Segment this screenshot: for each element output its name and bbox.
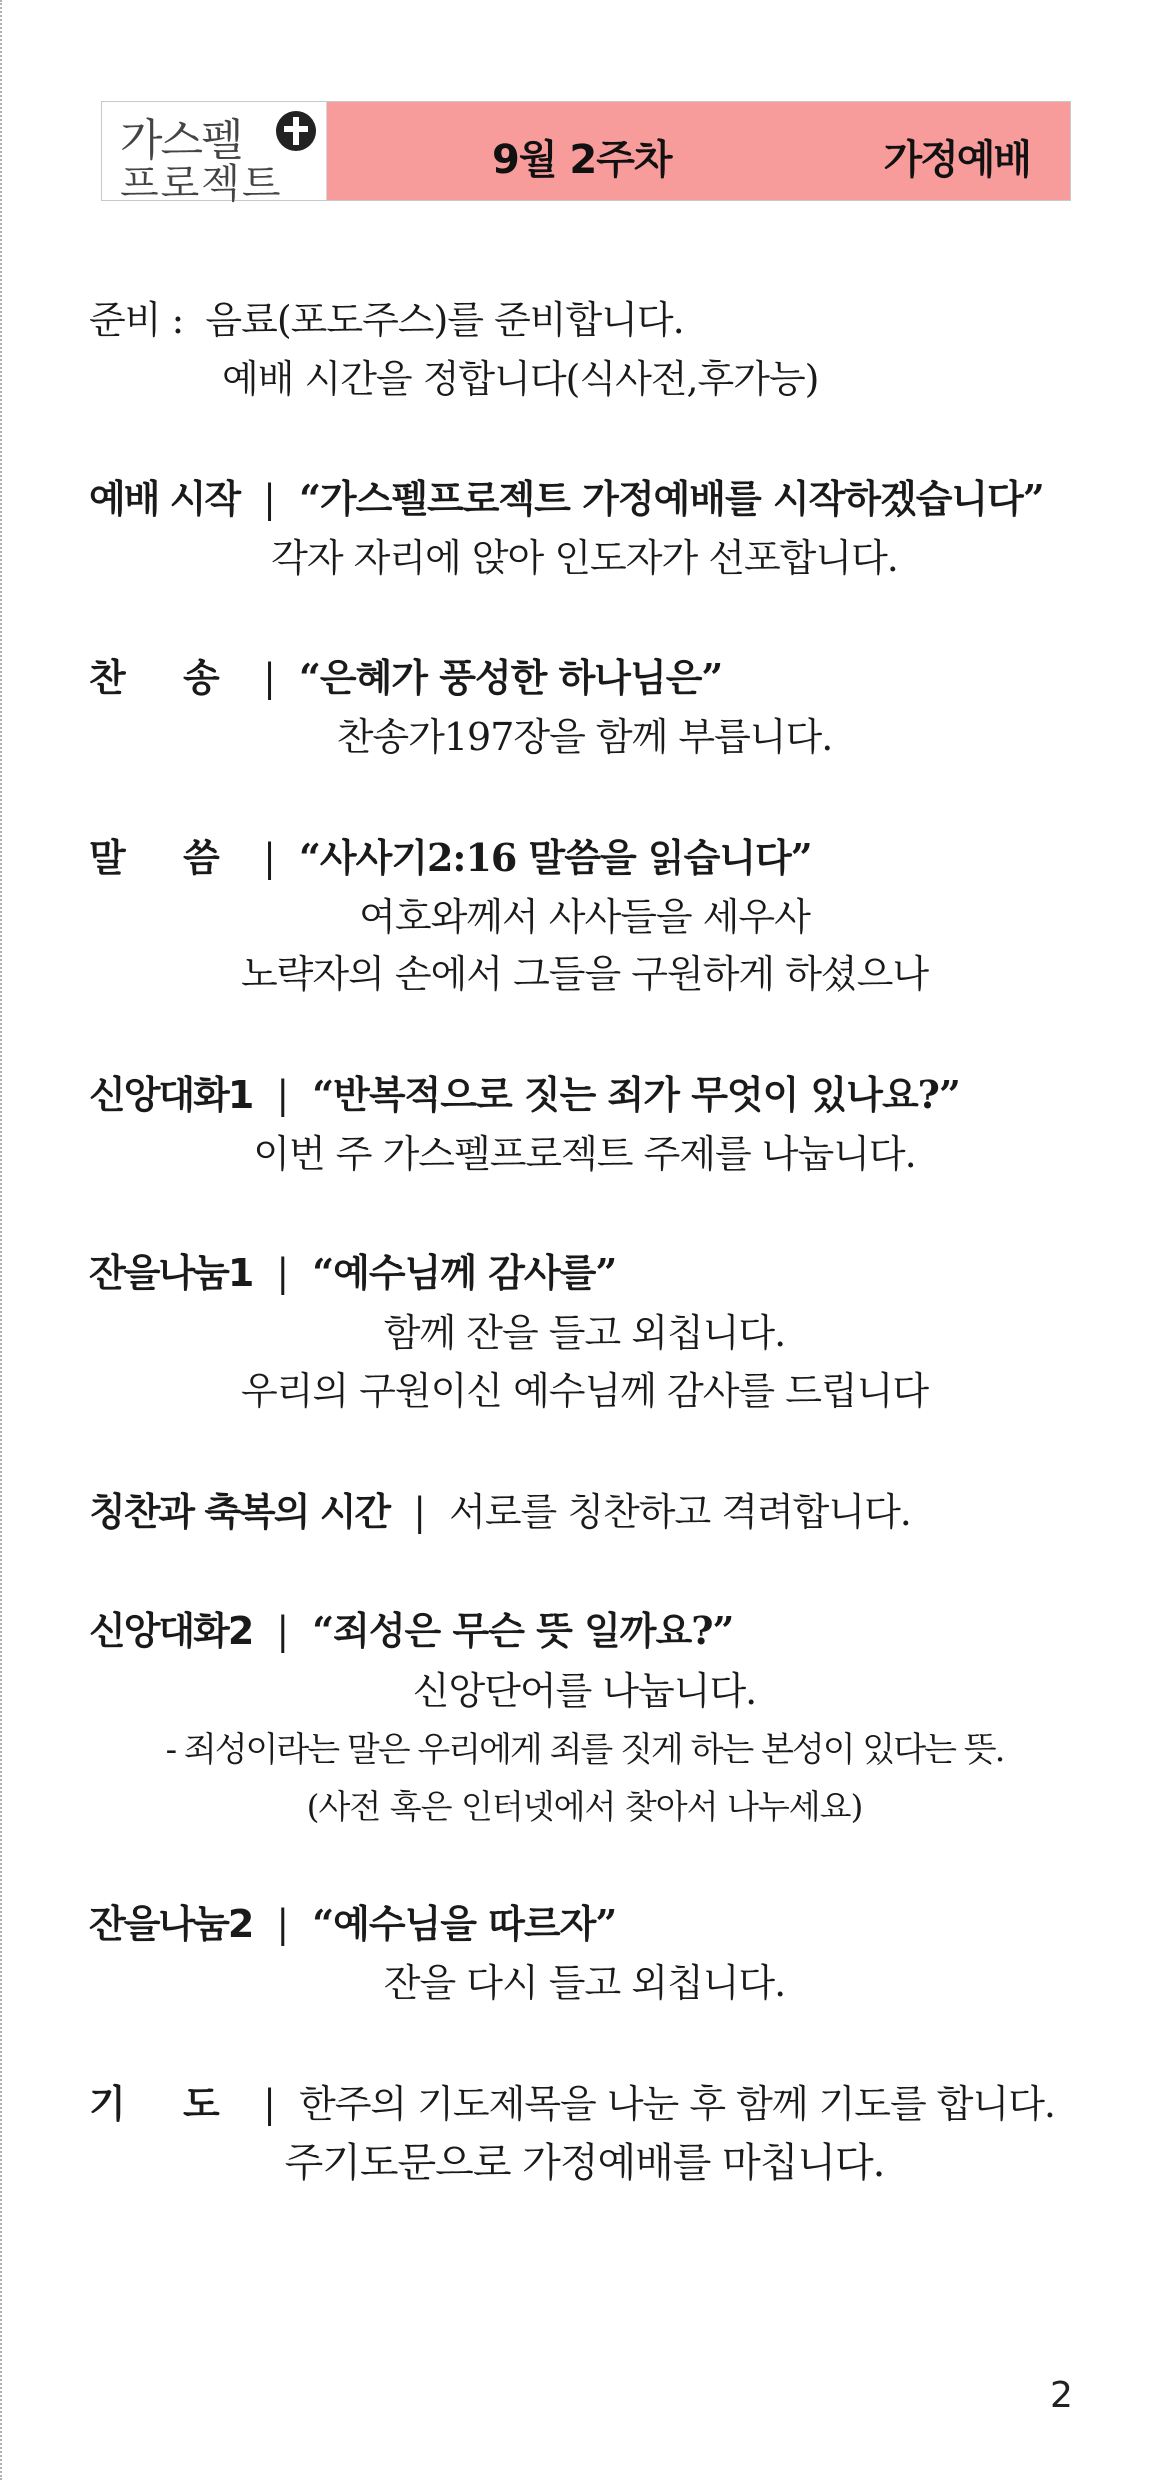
prayer-text: 한주의 기도제목을 나눈 후 함께 기도를 합니다. [299,2082,1056,2126]
hymn-quote: “은혜가 풍성한 하나님은” [299,655,723,700]
logo-line-2: 프로젝트 [120,161,283,207]
praise-label: 칭찬과 축복의 시간 [89,1490,390,1534]
praise-separator: | [413,1490,426,1534]
faith2-line-2-row [0,1726,1169,1774]
word-label: 말 씀 [89,836,218,880]
gospel-project-logo [102,102,327,207]
prep-line-1: 음료(포도주스)를 준비합니다. [205,298,684,342]
praise-text: 서로를 칭찬하고 격려합니다. [449,1490,911,1534]
faith2-line-2: - 죄성이라는 말은 우리에게 죄를 짓게 하는 본성이 있다는 뜻. [165,1730,1004,1770]
cup1-label: 잔을나눔1 [89,1251,253,1295]
start-separator: | [263,477,275,521]
faith2-line-1-row [0,1667,1169,1715]
faith2-line-3: (사전 혹은 인터넷에서 찾아서 나누세요) [306,1787,863,1826]
hymn-line-1-row [0,713,1169,761]
start-section [89,475,1044,523]
hymn-separator: | [263,656,275,700]
faith1-separator: | [276,1073,289,1117]
start-label: 예배 시작 [89,477,240,521]
week-label: 9월 2주차 [492,137,672,183]
prayer-label: 기 도 [89,2082,218,2126]
page-edge-dotted-border [0,0,2,2480]
prayer-separator: | [263,2082,275,2126]
faith1-label: 신앙대화1 [89,1073,253,1117]
page-number: 2 [1050,2375,1073,2416]
cup1-section [89,1249,616,1297]
start-quote: “가스펠프로젝트 가정예배를 시작하겠습니다” [299,476,1044,521]
cup2-line-1: 잔을 다시 들고 외칩니다. [383,1961,786,2005]
cross-icon [276,111,316,151]
word-line-1-row [0,893,1169,941]
faith1-line-1-row [0,1130,1169,1178]
cup2-label: 잔을나눔2 [89,1902,253,1946]
faith2-quote: “죄성은 무슨 뜻 일까요?” [312,1608,734,1653]
word-line-2-row [0,950,1169,998]
cup1-quote: “예수님께 감사를” [312,1250,617,1295]
start-line-1-row [0,534,1169,582]
cup1-separator: | [276,1251,289,1295]
word-section [89,834,812,882]
prep-line-2-row [222,355,819,403]
faith2-separator: | [276,1609,289,1653]
faith2-label: 신앙대화2 [89,1609,253,1653]
faith2-line-1: 신앙단어를 나눕니다. [412,1669,757,1713]
faith1-quote: “반복적으로 짓는 죄가 무엇이 있나요?” [312,1072,960,1117]
faith1-line-1: 이번 주 가스펠프로젝트 주제를 나눕니다. [253,1132,916,1176]
cup2-line-1-row [0,1959,1169,2007]
word-quote: “사사기2:16 말씀을 읽습니다” [299,835,812,880]
word-separator: | [263,836,275,880]
prep-label: 준비 : [89,298,184,342]
prayer-line-1-row [0,2139,1169,2187]
start-line-1: 각자 자리에 앉아 인도자가 선포합니다. [271,536,898,580]
cup1-line-2-row [0,1367,1169,1415]
cup1-line-2: 우리의 구원이신 예수님께 감사를 드립니다 [240,1369,929,1413]
cup2-separator: | [276,1902,289,1946]
praise-section [89,1488,911,1536]
title-bar [327,102,1070,200]
cup2-section [89,1900,616,1948]
prayer-section [89,2080,1055,2128]
cup1-line-1-row [0,1309,1169,1357]
prayer-line-1: 주기도문으로 가정예배를 마칩니다. [284,2140,885,2186]
prep-section [89,296,684,344]
faith2-section [89,1607,733,1655]
word-line-1: 여호와께서 사사들을 세우사 [359,895,810,939]
prep-line-2: 예배 시간을 정합니다(식사전,후가능) [222,357,819,401]
page-header [101,101,1071,207]
hymn-label: 찬 송 [89,656,218,700]
logo-line-1: 가스펠 [120,115,242,166]
worship-type-label: 가정예배 [883,137,1030,183]
cup1-line-1: 함께 잔을 들고 외칩니다. [383,1311,786,1355]
cup2-quote: “예수님을 따르자” [312,1901,617,1946]
hymn-section [89,654,722,702]
faith1-section [89,1071,960,1119]
word-line-2: 노략자의 손에서 그들을 구원하게 하셨으나 [240,952,929,996]
faith2-line-3-row [0,1783,1169,1831]
hymn-line-1: 찬송가197장을 함께 부릅니다. [336,715,833,759]
